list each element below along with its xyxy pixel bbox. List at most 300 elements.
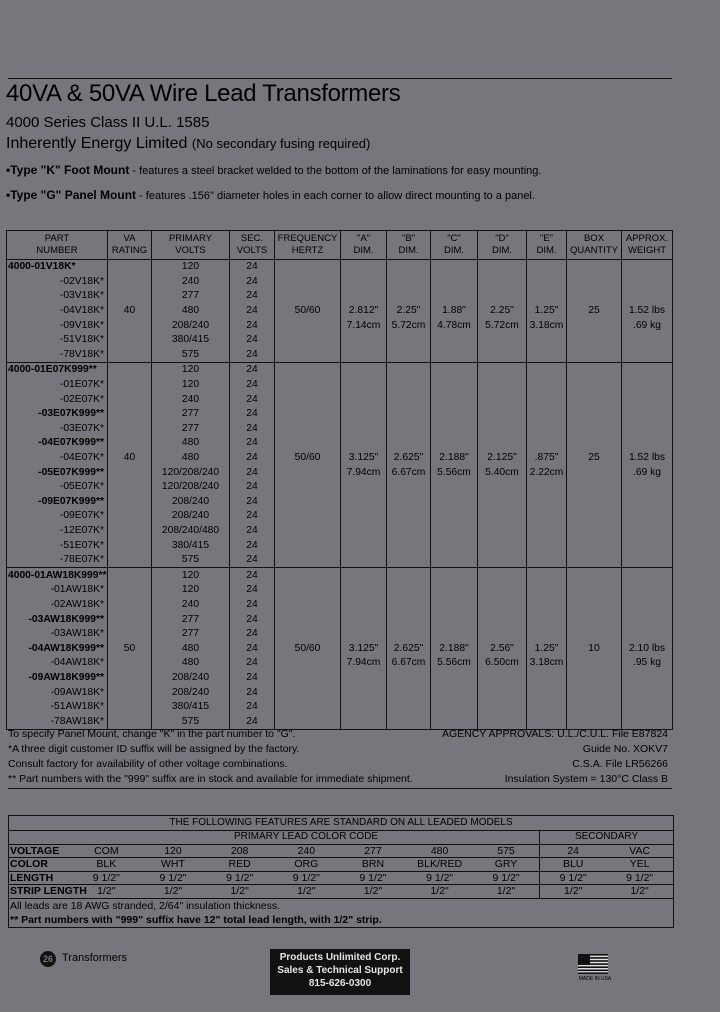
dim-e <box>527 685 567 700</box>
table-row <box>7 568 673 583</box>
spec-header-line2: HERTZ <box>291 245 324 256</box>
part-number: 4000-01V18K* <box>7 260 108 275</box>
spec-header-line1: SEC. <box>240 233 264 244</box>
va-rating <box>108 407 152 422</box>
primary-volts: 240 <box>152 275 230 290</box>
primary-volts: 208/240 <box>152 318 230 333</box>
dim-a <box>341 495 387 510</box>
table-row <box>7 598 673 613</box>
features-title: THE FOLLOWING FEATURES ARE STANDARD ON ALL LEADED MODELS <box>9 816 673 831</box>
frequency <box>275 333 341 348</box>
dim-e <box>527 363 567 378</box>
approx-weight <box>622 407 673 422</box>
secondary-volts: 24 <box>230 304 275 319</box>
frequency <box>275 318 341 333</box>
spec-header-10 <box>567 231 622 260</box>
dim-d <box>478 700 527 715</box>
secondary-volts: 24 <box>230 612 275 627</box>
dim-d: 5.72cm <box>478 318 527 333</box>
lead-length-cell: 9 1/2" <box>73 871 140 885</box>
va-rating: 50 <box>108 641 152 656</box>
us-flag-icon <box>578 954 608 974</box>
dim-d <box>478 289 527 304</box>
va-rating <box>108 480 152 495</box>
dim-c: 1.88" <box>431 304 478 319</box>
table-row <box>7 378 673 393</box>
secondary-volts: 24 <box>230 422 275 437</box>
dim-b <box>387 348 431 363</box>
dim-d: 2.125" <box>478 451 527 466</box>
dim-d <box>478 495 527 510</box>
mount-g-desc: - features .156" diameter holes in each corner to allow direct mounting to a panel. <box>136 190 535 202</box>
approx-weight: 2.10 lbs <box>622 641 673 656</box>
frequency <box>275 392 341 407</box>
dim-b <box>387 714 431 729</box>
part-number: -09AW18K999** <box>28 671 104 683</box>
dim-d <box>478 392 527 407</box>
table-row <box>7 509 673 524</box>
lead-color-cell: RED <box>206 858 273 872</box>
dim-c: 2.188" <box>431 641 478 656</box>
frequency <box>275 465 341 480</box>
va-rating <box>108 685 152 700</box>
box-quantity <box>567 436 622 451</box>
dim-a <box>341 714 387 729</box>
dim-b <box>387 275 431 290</box>
csa-file: C.S.A. File LR56266 <box>572 758 668 770</box>
lead-length-cell: 9 1/2" <box>140 871 207 885</box>
table-row <box>7 495 673 510</box>
lead-strip-cell: 1/2" <box>540 885 607 899</box>
dim-b <box>387 436 431 451</box>
dim-c <box>431 348 478 363</box>
dim-d: 2.56" <box>478 641 527 656</box>
dim-b <box>387 538 431 553</box>
box-quantity <box>567 480 622 495</box>
frequency <box>275 656 341 671</box>
dim-a <box>341 392 387 407</box>
approx-weight <box>622 436 673 451</box>
dim-b <box>387 700 431 715</box>
va-rating <box>108 656 152 671</box>
mount-g-label: •Type "G" Panel Mount <box>6 188 137 202</box>
primary-volts: 575 <box>152 553 230 568</box>
table-row <box>7 333 673 348</box>
spec-header-line2: DIM. <box>443 245 465 256</box>
lead-voltage-cell: 240 <box>273 844 340 858</box>
dim-b <box>387 553 431 568</box>
secondary-volts: 24 <box>230 553 275 568</box>
part-number: -04E07K* <box>59 452 104 464</box>
dim-b <box>387 422 431 437</box>
dim-c: 5.56cm <box>431 656 478 671</box>
primary-volts: 277 <box>152 627 230 642</box>
dim-c <box>431 363 478 378</box>
part-number: -02V18K* <box>59 275 104 287</box>
lead-color-cell: YEL <box>606 858 673 872</box>
dim-c <box>431 422 478 437</box>
dim-c <box>431 333 478 348</box>
spec-header-6 <box>387 231 431 260</box>
dim-b: 6.67cm <box>387 465 431 480</box>
spec-header-line2: NUMBER <box>36 245 78 256</box>
lead-strip-cell: 1/2" <box>273 885 340 899</box>
dim-a <box>341 363 387 378</box>
spec-header-line1: PART <box>44 233 70 244</box>
spec-header-line2: VOLTS <box>236 245 268 256</box>
dim-b <box>387 583 431 598</box>
energy-note: (No secondary fusing required) <box>191 136 371 151</box>
part-number: -03V18K* <box>59 290 104 302</box>
primary-volts: 208/240/480 <box>152 524 230 539</box>
box-quantity <box>567 656 622 671</box>
dim-e: 1.25" <box>527 641 567 656</box>
dim-e <box>527 553 567 568</box>
primary-volts: 240 <box>152 598 230 613</box>
va-rating <box>108 553 152 568</box>
table-row <box>7 524 673 539</box>
part-number: -03AW18K* <box>50 628 104 640</box>
frequency <box>275 495 341 510</box>
va-rating <box>108 509 152 524</box>
va-rating <box>108 598 152 613</box>
dim-d <box>478 627 527 642</box>
part-number: -03E07K999** <box>38 408 104 420</box>
va-rating <box>108 671 152 686</box>
dim-b <box>387 480 431 495</box>
spec-table <box>6 230 673 730</box>
table-row <box>7 260 673 275</box>
frequency <box>275 524 341 539</box>
dim-c: 5.56cm <box>431 465 478 480</box>
primary-volts: 120 <box>152 568 230 583</box>
dim-e <box>527 333 567 348</box>
dim-c <box>431 612 478 627</box>
va-rating: 40 <box>108 451 152 466</box>
dim-d <box>478 612 527 627</box>
frequency <box>275 260 341 275</box>
dim-a <box>341 348 387 363</box>
dim-a <box>341 260 387 275</box>
dim-d <box>478 378 527 393</box>
secondary-volts: 24 <box>230 700 275 715</box>
part-number: -02E07K* <box>59 393 104 405</box>
secondary-volts: 24 <box>230 583 275 598</box>
primary-volts: 480 <box>152 451 230 466</box>
dim-c <box>431 289 478 304</box>
lead-voltage-cell: 208 <box>206 844 273 858</box>
va-rating <box>108 260 152 275</box>
dim-b <box>387 363 431 378</box>
primary-volts: 240 <box>152 392 230 407</box>
table-row <box>7 304 673 319</box>
spec-header-line1: APPROX. <box>625 233 669 244</box>
voltage-label: VOLTAGE <box>9 844 73 858</box>
dim-d: 5.40cm <box>478 465 527 480</box>
dim-c <box>431 392 478 407</box>
part-number: -09E07K999** <box>38 495 104 507</box>
dim-a: 2.812" <box>341 304 387 319</box>
lead-strip-cell: 1/2" <box>406 885 473 899</box>
dim-c <box>431 598 478 613</box>
primary-volts: 277 <box>152 422 230 437</box>
color-row <box>9 858 673 872</box>
box-quantity <box>567 333 622 348</box>
approx-weight <box>622 700 673 715</box>
note-stock: ** Part numbers with the "999" suffix are in stock and available for immediate shipment. <box>8 773 413 785</box>
dim-c <box>431 275 478 290</box>
part-number: -12E07K* <box>59 524 104 536</box>
dim-e <box>527 289 567 304</box>
part-number: -51V18K* <box>59 334 104 346</box>
table-row <box>7 289 673 304</box>
part-number: -09AW18K* <box>50 686 104 698</box>
dim-c: 2.188" <box>431 451 478 466</box>
approx-weight <box>622 422 673 437</box>
lead-color-table <box>9 831 673 899</box>
dim-b <box>387 524 431 539</box>
frequency <box>275 348 341 363</box>
frequency <box>275 627 341 642</box>
dim-d <box>478 422 527 437</box>
dim-e <box>527 495 567 510</box>
part-number: -05E07K999** <box>38 466 104 478</box>
dim-b <box>387 407 431 422</box>
dim-a <box>341 583 387 598</box>
page-title: 40VA & 50VA Wire Lead Transformers <box>6 80 401 107</box>
box-quantity <box>567 363 622 378</box>
approx-weight <box>622 378 673 393</box>
lead-length-cell: 9 1/2" <box>406 871 473 885</box>
va-rating <box>108 568 152 583</box>
spec-header-line1: "B" <box>401 233 416 244</box>
spec-header-1 <box>108 231 152 260</box>
secondary-volts: 24 <box>230 363 275 378</box>
approx-weight: .95 kg <box>622 656 673 671</box>
secondary-volts: 24 <box>230 333 275 348</box>
part-number: 4000-01E07K999** <box>7 363 108 378</box>
dim-c <box>431 700 478 715</box>
approx-weight <box>622 598 673 613</box>
dim-a <box>341 612 387 627</box>
approx-weight <box>622 480 673 495</box>
dim-d <box>478 436 527 451</box>
dim-c <box>431 538 478 553</box>
part-number: -04E07K999** <box>38 437 104 449</box>
dim-a <box>341 422 387 437</box>
dim-d <box>478 480 527 495</box>
approx-weight <box>622 333 673 348</box>
secondary-volts: 24 <box>230 480 275 495</box>
spec-header-line2: DIM. <box>353 245 374 256</box>
table-row <box>7 436 673 451</box>
approx-weight: .69 kg <box>622 318 673 333</box>
part-number: -01E07K* <box>59 379 104 391</box>
va-rating <box>108 422 152 437</box>
dim-e <box>527 407 567 422</box>
lead-color-cell: WHT <box>140 858 207 872</box>
spec-header-line1: "D" <box>495 233 509 244</box>
approx-weight <box>622 538 673 553</box>
secondary-volts: 24 <box>230 671 275 686</box>
primary-volts: 208/240 <box>152 685 230 700</box>
approx-weight <box>622 671 673 686</box>
length-row <box>9 871 673 885</box>
dim-b <box>387 260 431 275</box>
box-quantity: 25 <box>567 304 622 319</box>
lead-color-cell: BLK <box>73 858 140 872</box>
note-panel-mount: To specify Panel Mount, change "K" in the part number to "G". <box>8 728 296 740</box>
primary-volts: 120 <box>152 583 230 598</box>
part-number: -78V18K* <box>59 348 104 360</box>
lead-length-cell: 9 1/2" <box>206 871 273 885</box>
length-label: LENGTH <box>9 871 73 885</box>
lead-strip-cell: 1/2" <box>340 885 407 899</box>
lead-color-cell: BLK/RED <box>406 858 473 872</box>
page-number-badge: 26 <box>40 951 56 967</box>
box-quantity <box>567 583 622 598</box>
strip-length-row <box>9 885 673 899</box>
dim-a <box>341 436 387 451</box>
primary-volts: 575 <box>152 714 230 729</box>
dim-b: 6.67cm <box>387 656 431 671</box>
lead-voltage-cell: VAC <box>606 844 673 858</box>
va-rating <box>108 436 152 451</box>
primary-volts: 120 <box>152 260 230 275</box>
lead-strip-cell: 1/2" <box>606 885 673 899</box>
approx-weight <box>622 275 673 290</box>
approx-weight <box>622 363 673 378</box>
dim-b: 2.625" <box>387 641 431 656</box>
dim-a: 3.125" <box>341 641 387 656</box>
dim-a <box>341 333 387 348</box>
dim-a <box>341 568 387 583</box>
part-number: -04AW18K999** <box>28 642 104 654</box>
flag-caption: MADE IN USA <box>578 976 612 982</box>
part-number: -05E07K* <box>59 481 104 493</box>
dim-b <box>387 568 431 583</box>
approx-weight <box>622 612 673 627</box>
frequency <box>275 422 341 437</box>
page-section-label: Transformers <box>62 952 127 964</box>
dim-c <box>431 553 478 568</box>
secondary-volts: 24 <box>230 260 275 275</box>
table-row <box>7 627 673 642</box>
spec-header-8 <box>478 231 527 260</box>
secondary-volts: 24 <box>230 348 275 363</box>
color-label: COLOR <box>9 858 73 872</box>
secondary-volts: 24 <box>230 451 275 466</box>
primary-volts: 480 <box>152 641 230 656</box>
table-row <box>7 656 673 671</box>
table-row <box>7 422 673 437</box>
secondary-volts: 24 <box>230 538 275 553</box>
part-number: -04V18K* <box>59 305 104 317</box>
secondary-volts: 24 <box>230 685 275 700</box>
features-foot-999: ** Part numbers with "999" suffix have 12" total lead length, with 1/2" strip. <box>10 913 382 926</box>
dim-d: 2.25" <box>478 304 527 319</box>
dim-c <box>431 509 478 524</box>
primary-lead-header: PRIMARY LEAD COLOR CODE <box>73 831 540 844</box>
dim-e <box>527 538 567 553</box>
dim-a: 7.94cm <box>341 465 387 480</box>
spec-header-line1: VA <box>123 233 136 244</box>
spec-body <box>7 260 673 730</box>
dim-e: 3.18cm <box>527 318 567 333</box>
table-row <box>7 685 673 700</box>
approx-weight <box>622 289 673 304</box>
secondary-volts: 24 <box>230 275 275 290</box>
secondary-volts: 24 <box>230 289 275 304</box>
frequency <box>275 436 341 451</box>
part-number: 4000-01AW18K999** <box>7 568 108 583</box>
dim-b <box>387 671 431 686</box>
va-rating <box>108 627 152 642</box>
lead-strip-cell: 1/2" <box>206 885 273 899</box>
primary-volts: 277 <box>152 289 230 304</box>
table-row <box>7 407 673 422</box>
dim-d <box>478 538 527 553</box>
primary-volts: 208/240 <box>152 495 230 510</box>
secondary-volts: 24 <box>230 627 275 642</box>
frequency: 50/60 <box>275 641 341 656</box>
secondary-volts: 24 <box>230 509 275 524</box>
part-number: -09E07K* <box>59 510 104 522</box>
dim-e: .875" <box>527 451 567 466</box>
primary-volts: 277 <box>152 612 230 627</box>
va-rating <box>108 465 152 480</box>
dim-b <box>387 685 431 700</box>
features-box <box>8 815 674 928</box>
frequency <box>275 612 341 627</box>
dim-e: 1.25" <box>527 304 567 319</box>
frequency: 50/60 <box>275 304 341 319</box>
voltage-row <box>9 844 673 858</box>
dim-a <box>341 289 387 304</box>
va-rating <box>108 348 152 363</box>
approx-weight <box>622 392 673 407</box>
spec-header-11 <box>622 231 673 260</box>
table-row <box>7 641 673 656</box>
spec-header-5 <box>341 231 387 260</box>
frequency <box>275 671 341 686</box>
spec-header-3 <box>230 231 275 260</box>
dim-a <box>341 524 387 539</box>
dim-a: 3.125" <box>341 451 387 466</box>
frequency <box>275 480 341 495</box>
dim-e <box>527 700 567 715</box>
lead-length-cell: 9 1/2" <box>540 871 607 885</box>
box-quantity <box>567 538 622 553</box>
table-row <box>7 671 673 686</box>
part-number: -04AW18K* <box>50 657 104 669</box>
frequency <box>275 275 341 290</box>
strip-label: STRIP LENGTH <box>10 885 87 898</box>
approx-weight <box>622 495 673 510</box>
box-quantity <box>567 260 622 275</box>
secondary-volts: 24 <box>230 436 275 451</box>
lead-strip-cell: 1/2" <box>473 885 540 899</box>
dim-e <box>527 671 567 686</box>
frequency <box>275 700 341 715</box>
dim-b: 5.72cm <box>387 318 431 333</box>
box-quantity <box>567 553 622 568</box>
dim-c <box>431 378 478 393</box>
dim-d <box>478 363 527 378</box>
part-number: -78AW18K* <box>50 715 104 727</box>
box-quantity <box>567 392 622 407</box>
secondary-volts: 24 <box>230 714 275 729</box>
